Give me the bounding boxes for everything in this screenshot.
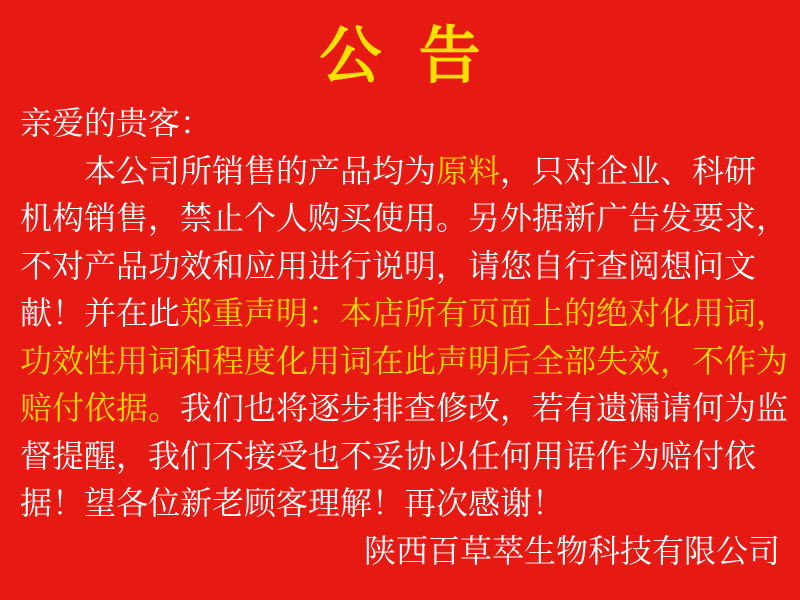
notice-body — [0, 100, 800, 528]
body-text: 献！并在此 — [20, 295, 181, 331]
highlighted-text: 赔付依据。 — [20, 390, 181, 426]
body-line — [20, 338, 789, 386]
body-text: 本公司所销售的产品均为 — [84, 152, 437, 189]
body-line — [20, 195, 789, 243]
body-text: ，只对企业、科研 — [500, 152, 757, 189]
body-line — [20, 243, 780, 291]
greeting-line: 亲爱的贵客： — [20, 105, 213, 141]
highlighted-text: 郑重声明：本店所有页面上的绝对化用词， — [180, 295, 789, 331]
body-text: 机构销售，禁止个人购买使用。另外据新广告发要求， — [20, 200, 789, 236]
highlighted-text: 功效性用词和程度化用词在此声明后全部失效，不作为 — [20, 342, 789, 379]
body-line — [20, 433, 780, 481]
body-line — [20, 148, 780, 196]
body-line — [20, 480, 780, 528]
body-text: 不对产品功效和应用进行说明，请您自行查阅想问文 — [20, 247, 757, 284]
body-line — [20, 290, 789, 338]
notice-title: 公 告 — [319, 21, 491, 91]
company-signature: 陕西百草萃生物科技有限公司 — [363, 532, 780, 569]
body-text: 我们也将逐步排查修改，若有遗漏请何为监 — [180, 390, 789, 426]
body-text: 据！望各位新老顾客理解！再次感谢！ — [20, 485, 565, 521]
body-line — [20, 385, 789, 433]
body-text: 督提醒，我们不接受也不妥协以任何用语作为赔付依 — [20, 437, 757, 474]
highlighted-text: 原料 — [436, 152, 501, 189]
